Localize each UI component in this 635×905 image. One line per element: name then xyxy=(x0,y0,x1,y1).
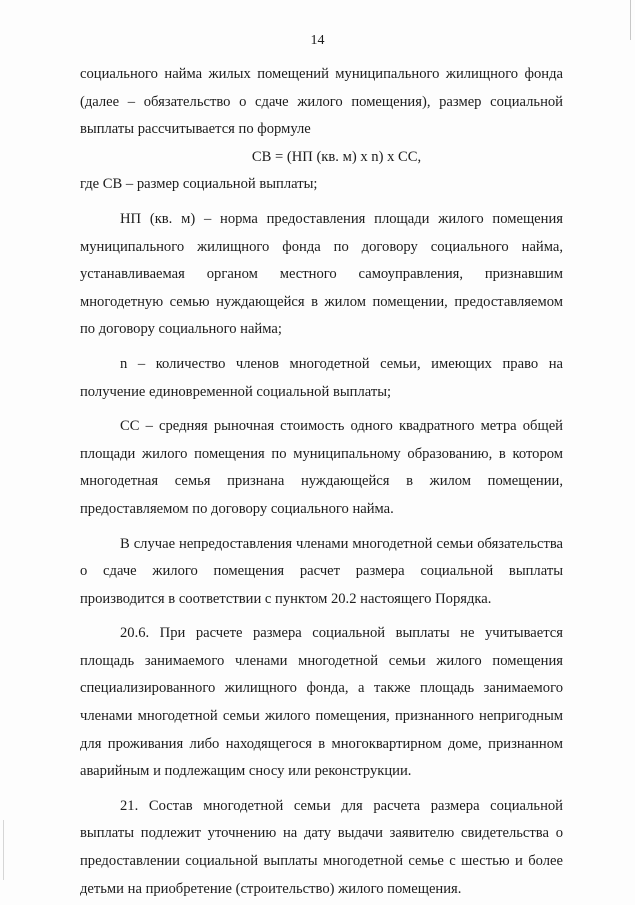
scan-edge-mark xyxy=(3,820,4,880)
formula: СВ = (НП (кв. м) х n) х СС, xyxy=(251,148,422,165)
paragraph-21: 21. Состав многодетной семьи для расчета размера социальной выплаты подлежит уточнению на дату выдачи заявителю свидетельства о предоставлении социальной выплаты многодетной семье с шестью и более детьми на приобретение (строительство) жилого помещения. xyxy=(80,797,563,897)
document-body xyxy=(80,61,563,903)
paragraph-nonsubmission: В случае непредоставления членами многодетной семьи обязательства о сдаче жилого помещения расчет размера социальной выплаты производится в соответствии с пунктом 20.2 настоящего Порядка. xyxy=(80,535,563,607)
paragraph-np-definition: НП (кв. м) – норма предоставления площади жилого помещения муниципального жилищного фонда по договору социального найма, устанавливаемая органом местного самоуправления, признавшим многодетную семью нуждающейся в жилом помещении, предоставляемом по договору социального найма; xyxy=(80,210,563,338)
paragraph-continuation: социального найма жилых помещений муниципального жилищного фонда (далее – обязательство о сдаче жилого помещения), размер социальной выплаты рассчитывается по формуле xyxy=(80,66,563,138)
paragraph-20-6: 20.6. При расчете размера социальной выплаты не учитывается площадь занимаемого членами многодетной семьи жилого помещения специализированного жилищного фонда, а также площадь занимаемого членами многодетной семьи жилого помещения, признанного непригодным для проживания либо находящегося в многоквартирном доме, признанном аварийным и подлежащим сносу или реконструкции. xyxy=(80,625,563,780)
paragraph-where: где СВ – размер социальной выплаты; xyxy=(80,176,318,193)
paragraph-n-definition: n – количество членов многодетной семьи, имеющих право на получение единовременной социальной выплаты; xyxy=(80,355,563,400)
page-number: 14 xyxy=(310,33,325,48)
paragraph-cc-definition: СС – средняя рыночная стоимость одного квадратного метра общей площади жилого помещения по муниципальному образованию, в котором многодетная семья признана нуждающейся в жилом помещении, предоставляемом по договору социального найма. xyxy=(80,418,563,517)
